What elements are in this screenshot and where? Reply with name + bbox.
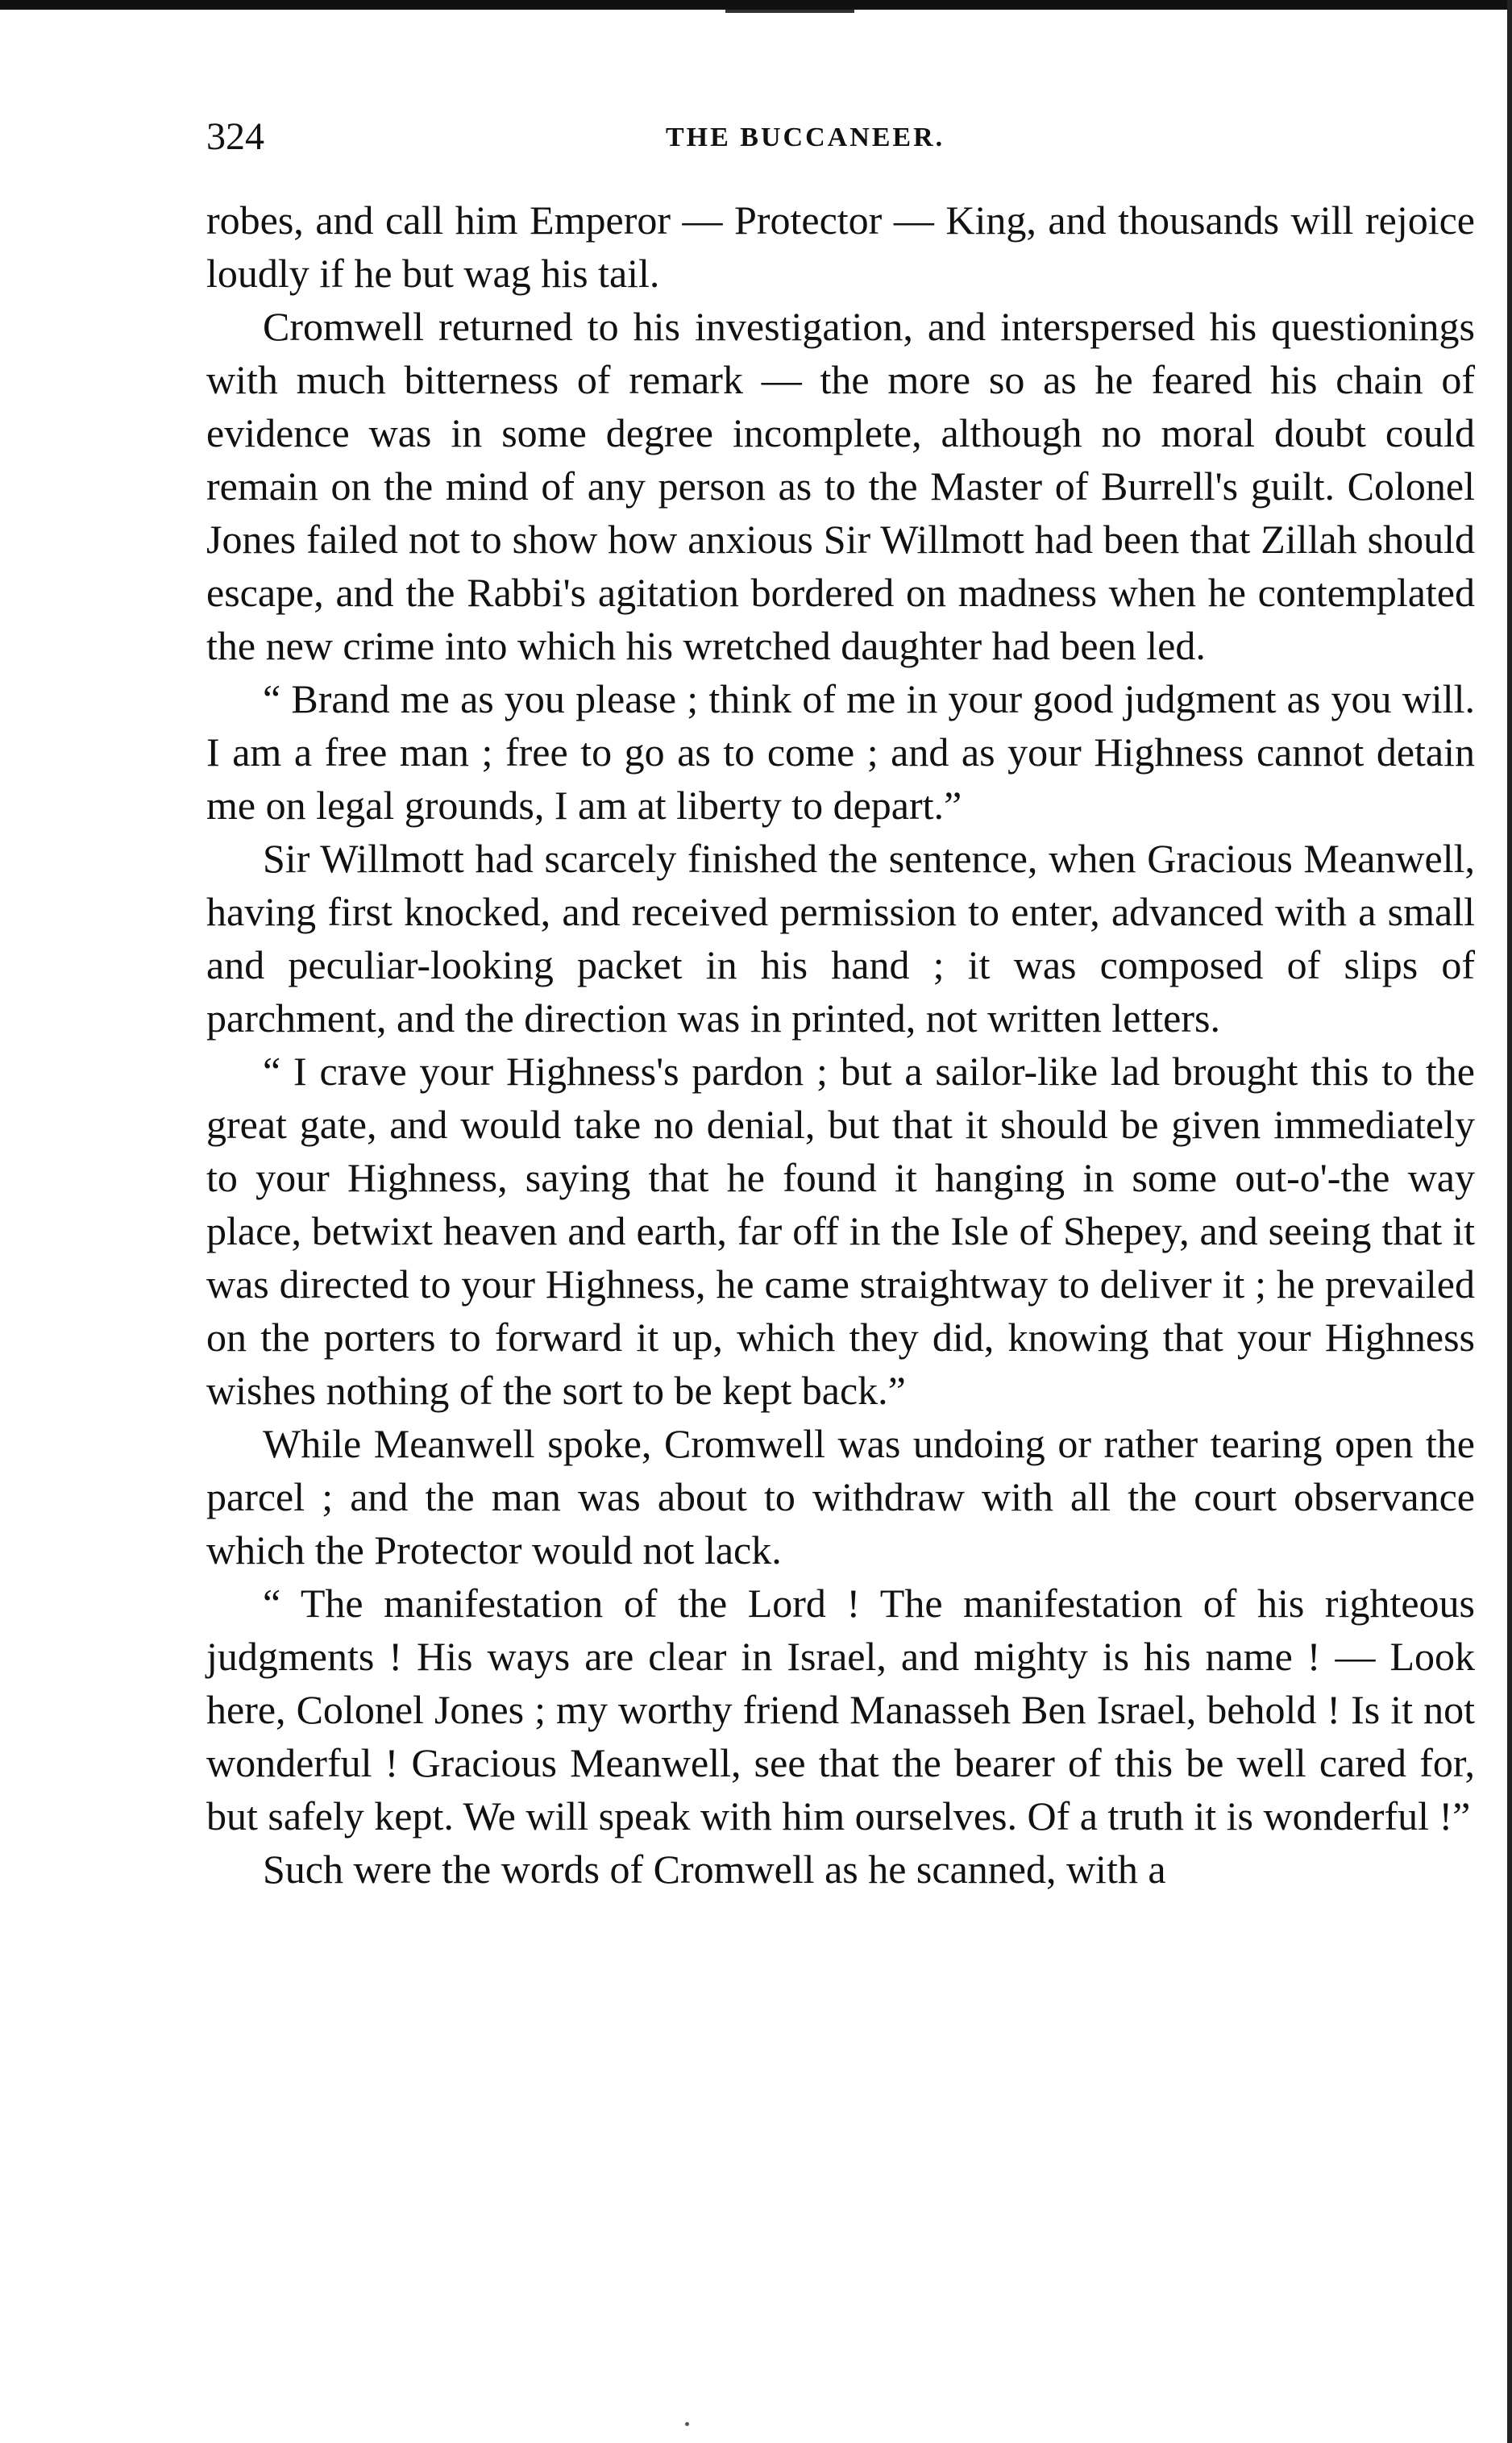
paragraph: “ Brand me as you please ; think of me in your good judgment as you will. I am a free man ; free to go as to come ; and as your Highness cannot detain me on legal grounds, I am at liberty to depart.” xyxy=(206,676,1475,828)
body-text xyxy=(206,193,1475,1896)
printer-mark xyxy=(685,2422,689,2426)
paragraph: While Meanwell spoke, Cromwell was undoing or rather tearing open the parcel ; and the man was about to withdraw with all the court observance which the Protector would not lack. xyxy=(206,1421,1475,1573)
paragraph: “ The manifestation of the Lord ! The manifestation of his righteous judgments ! His ways are clear in Israel, and mighty is his name ! — Look here, Colonel Jones ; my worthy friend Manasseh Ben Israel, behold ! Is it not wonderful ! Gracious Meanwell, see that the bearer of this be well cared for, but safely kept. We will speak with him ourselves. Of a truth it is wonderful !” xyxy=(206,1581,1475,1838)
top-border-mark xyxy=(725,10,854,13)
top-border-rule xyxy=(0,0,1512,10)
paragraph: “ I crave your Highness's pardon ; but a sailor-like lad brought this to the great gate, and would take no denial, but that it should be given immediately to your Highness, saying that he found it hanging in some out-o'-the way place, betwixt heaven and earth, far off in the Isle of Shepey, and seeing that it was directed to your Highness, he came straightway to deliver it ; he prevailed on the porters to forward it up, which they did, knowing that your Highness wishes nothing of the sort to be kept back.” xyxy=(206,1049,1475,1413)
running-title: THE BUCCANEER. xyxy=(666,123,945,152)
paragraph: robes, and call him Emperor — Protector — King, and thousands will rejoice loudly if he but wag his tail. xyxy=(206,197,1475,296)
page-number: 324 xyxy=(206,115,264,158)
paragraph: Sir Willmott had scarcely finished the sentence, when Gracious Meanwell, having first knocked, and received permission to enter, advanced with a small and peculiar-looking packet in his hand ; it was composed of slips of parchment, and the direction was in printed, not written letters. xyxy=(206,836,1475,1041)
book-page xyxy=(206,113,1475,1896)
paragraph: Cromwell returned to his investigation, and interspersed his questionings with much bitterness of remark — the more so as he feared his chain of evidence was in some degree incomplete, although no moral doubt could remain on the mind of any person as to the Master of Burrell's guilt. Colonel Jones failed not to show how anxious Sir Willmott had been that Zillah should escape, and the Rabbi's agitation bordered on madness when he contemplated the new crime into which his wretched daughter had been led. xyxy=(206,304,1475,668)
running-head xyxy=(206,113,1475,161)
paragraph: Such were the words of Cromwell as he scanned, with a xyxy=(263,1847,1166,1892)
page-edge-shadow xyxy=(1507,0,1512,2443)
